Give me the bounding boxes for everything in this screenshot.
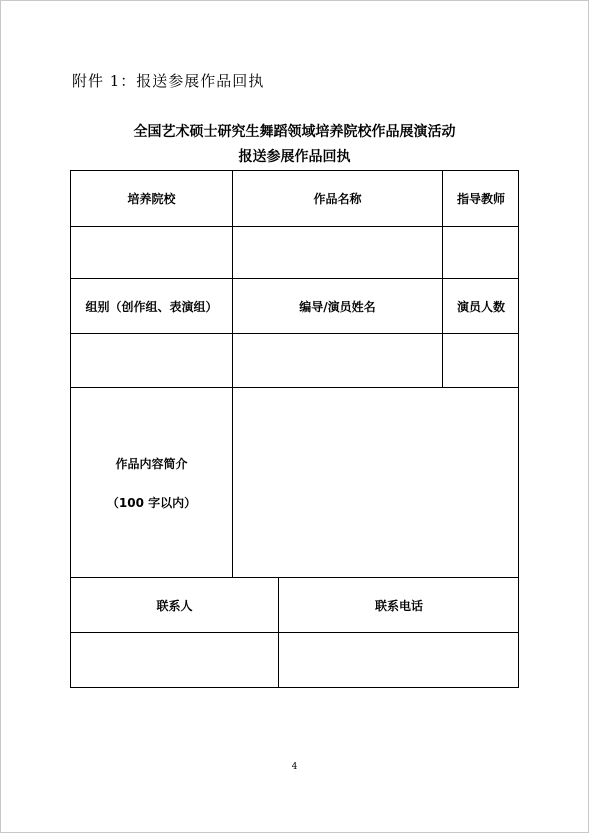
school-value-cell[interactable] (70, 226, 232, 278)
contact-value-cell[interactable] (70, 632, 278, 688)
work-name-value-cell[interactable] (232, 226, 442, 278)
advisor-header-cell (442, 170, 519, 226)
contact-label: 联系人 (156, 598, 193, 613)
school-header-cell (70, 170, 232, 226)
intro-label: 作品内容简介 (115, 456, 188, 471)
choreographer-header-cell (232, 278, 442, 333)
document-title: 全国艺术硕士研究生舞蹈领域培养院校作品展演活动 (133, 124, 456, 140)
performer-count-header-cell (442, 278, 519, 333)
submission-form-table (70, 170, 519, 688)
phone-label: 联系电话 (374, 598, 423, 613)
advisor-value-cell[interactable] (442, 226, 519, 278)
advisor-label: 指导教师 (456, 192, 505, 206)
group-value-cell[interactable] (70, 333, 232, 387)
performer-count-label: 演员人数 (456, 299, 505, 314)
work-name-label: 作品名称 (313, 192, 362, 206)
group-label: 组别（创作组、表演组） (85, 299, 218, 314)
performer-count-value-cell[interactable] (442, 333, 519, 387)
attachment-label: 附件 1：报送参展作品回执 (72, 72, 265, 90)
phone-header-cell (278, 577, 519, 632)
intro-header-cell (70, 387, 232, 577)
page-number: 4 (291, 762, 298, 772)
choreographer-label: 编导/演员姓名 (299, 299, 376, 314)
school-label: 培养院校 (127, 192, 176, 206)
phone-value-cell[interactable] (278, 632, 519, 688)
contact-header-cell (70, 577, 278, 632)
intro-value-cell[interactable] (232, 387, 519, 577)
choreographer-value-cell[interactable] (232, 333, 442, 387)
intro-limit-label: （100 字以内） (106, 495, 197, 510)
document-subtitle: 报送参展作品回执 (238, 149, 351, 165)
group-header-cell (70, 278, 232, 333)
work-name-header-cell (232, 170, 442, 226)
